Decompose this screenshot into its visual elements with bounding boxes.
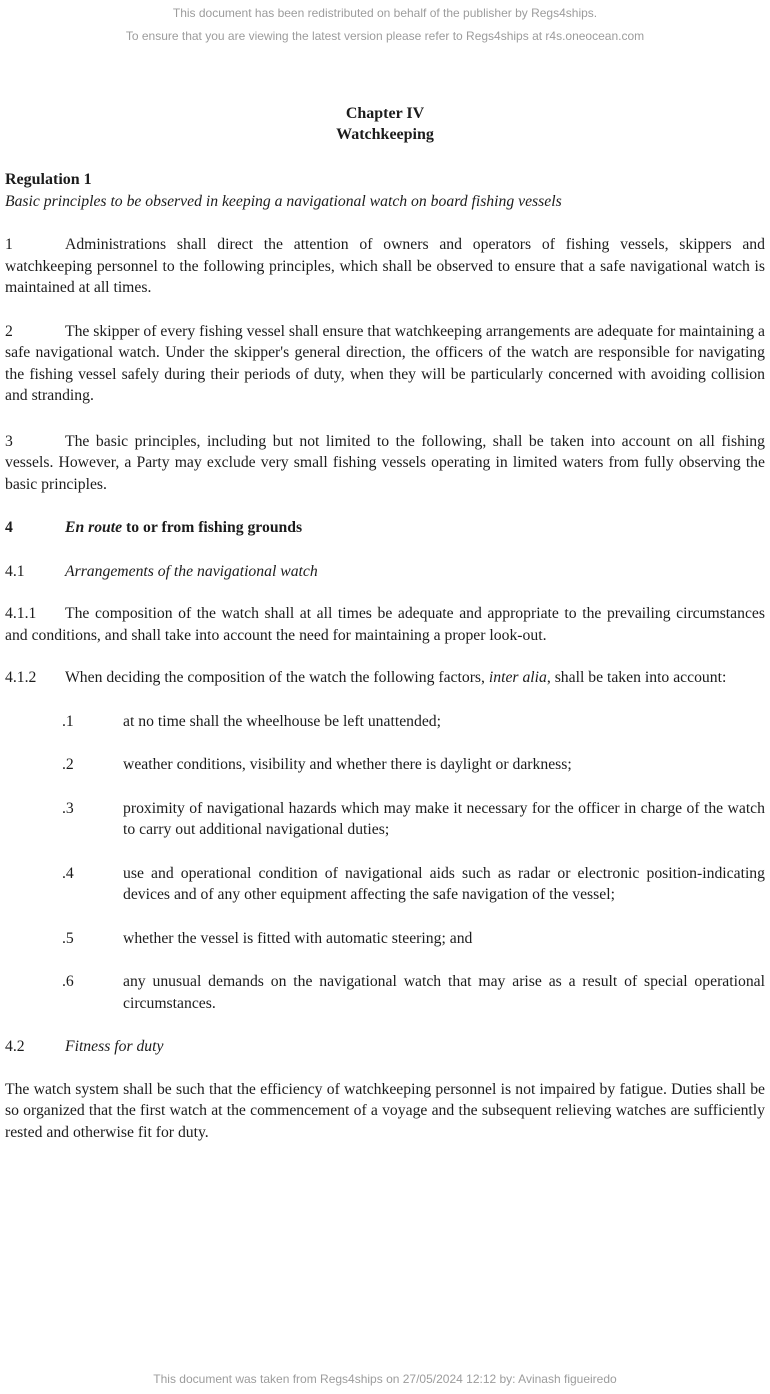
list-item-3-number: .3 [62,799,74,817]
list-item-2 [62,754,765,776]
paragraph-1-text: Administrations shall direct the attention of owners and operators of fishing vessels, skippers and watchkeeping personnel to the following principles, which shall be observed to ensure that a safe navigational watch is maintained at all times. [5,236,765,296]
chapter-subject: Watchkeeping [336,126,434,143]
paragraph-3-text: The basic principles, including but not limited to the following, shall be taken into account on all fishing vessels. However, a Party may exclude very small fishing vessels operating in limited waters from fully observing the basic principles. [5,432,765,493]
header-line-1: This document has been redistributed on behalf of the publisher by Regs4ships. [172,6,598,20]
paragraph-4-1-1 [5,603,765,646]
factors-list [5,711,765,1015]
paragraph-4-1-2-text-before: When deciding the composition of the watch the following factors, [65,669,489,686]
list-item-3-text: proximity of navigational hazards which may make it necessary for the officer in charge of the watch to carry out additional navigational duties; [123,799,765,838]
paragraph-3-number: 3 [5,432,13,450]
chapter-title-block [5,103,765,145]
section-4-title-rest: to or from fishing grounds [122,519,303,536]
section-4-2-number: 4.2 [5,1038,25,1055]
paragraph-4-1-1-number: 4.1.1 [5,605,37,622]
paragraph-4-1-1-text: The composition of the watch shall at all times be adequate and appropriate to the prevailing circumstances and conditions, and shall take into account the need for maintaining a proper look-out. [5,605,765,644]
list-item-4 [62,863,765,906]
list-item-5-number: .5 [62,929,74,947]
paragraph-1-number: 1 [5,236,13,253]
section-4-number: 4 [5,519,13,536]
section-4-title-italic: En route [65,519,123,536]
paragraph-4-1-2-text-after: , shall be taken into account: [546,669,727,686]
section-4-2-title: Fitness for duty [65,1038,164,1055]
list-item-2-text: weather conditions, visibility and whether there is daylight or darkness; [123,756,572,773]
list-item-4-number: .4 [62,864,74,882]
closing-paragraph: The watch system shall be such that the efficiency of watchkeeping personnel is not impaired by fatigue. Duties shall be so organized that the first watch at the commencement of a voyage and the subsequent relieving watches are sufficiently rested and otherwise fit for duty. [5,1080,765,1141]
section-4-1-heading [5,561,765,583]
section-4-1-title: Arrangements of the navigational watch [65,562,318,580]
paragraph-4-1-2-latin-phrase: inter alia [488,669,547,686]
section-4-heading [5,517,765,539]
list-item-2-number: .2 [62,756,74,773]
paragraph-1 [5,234,765,299]
list-item-6-text: any unusual demands on the navigational watch that may arise as a result of special operational circumstances. [123,973,765,1012]
provenance-footer: This document was taken from Regs4ships on 27/05/2024 12:12 by: Avinash figueiredo [153,1371,617,1386]
header-line-2: To ensure that you are viewing the latest version please refer to Regs4ships at r4s.oneocean.com [125,29,645,43]
regulation-heading: Regulation 1 [5,171,92,188]
regulation-subtitle: Basic principles to be observed in keeping a navigational watch on board fishing vessels [5,192,562,210]
list-item-1 [62,711,765,733]
paragraph-4-1-2 [5,667,765,689]
section-4-2-heading [5,1036,765,1058]
list-item-5 [62,928,765,950]
list-item-1-text: at no time shall the wheelhouse be left unattended; [123,712,442,730]
paragraph-4-1-2-number: 4.1.2 [5,669,37,686]
list-item-1-number: .1 [62,712,74,730]
chapter-number: Chapter IV [345,105,425,122]
redistribution-header [0,0,770,48]
paragraph-2 [5,321,765,407]
list-item-3 [62,798,765,841]
list-item-4-text: use and operational condition of navigational aids such as radar or electronic position-indicating devices and of any other equipment affecting the safe navigation of the vessel; [123,864,765,903]
section-4-1-number: 4.1 [5,562,25,580]
list-item-6 [62,971,765,1014]
document-body [0,103,770,1143]
paragraph-2-number: 2 [5,322,13,340]
list-item-5-text: whether the vessel is fitted with automatic steering; and [123,929,473,947]
paragraph-2-text: The skipper of every fishing vessel shall ensure that watchkeeping arrangements are adequate for maintaining a safe navigational watch. Under the skipper's general direction, the officers of the watch are responsible for navigating the fishing vessel safely during their periods of duty, when they will be particularly concerned with avoiding collision and stranding. [5,322,766,404]
list-item-6-number: .6 [62,973,74,990]
paragraph-3 [5,431,765,496]
